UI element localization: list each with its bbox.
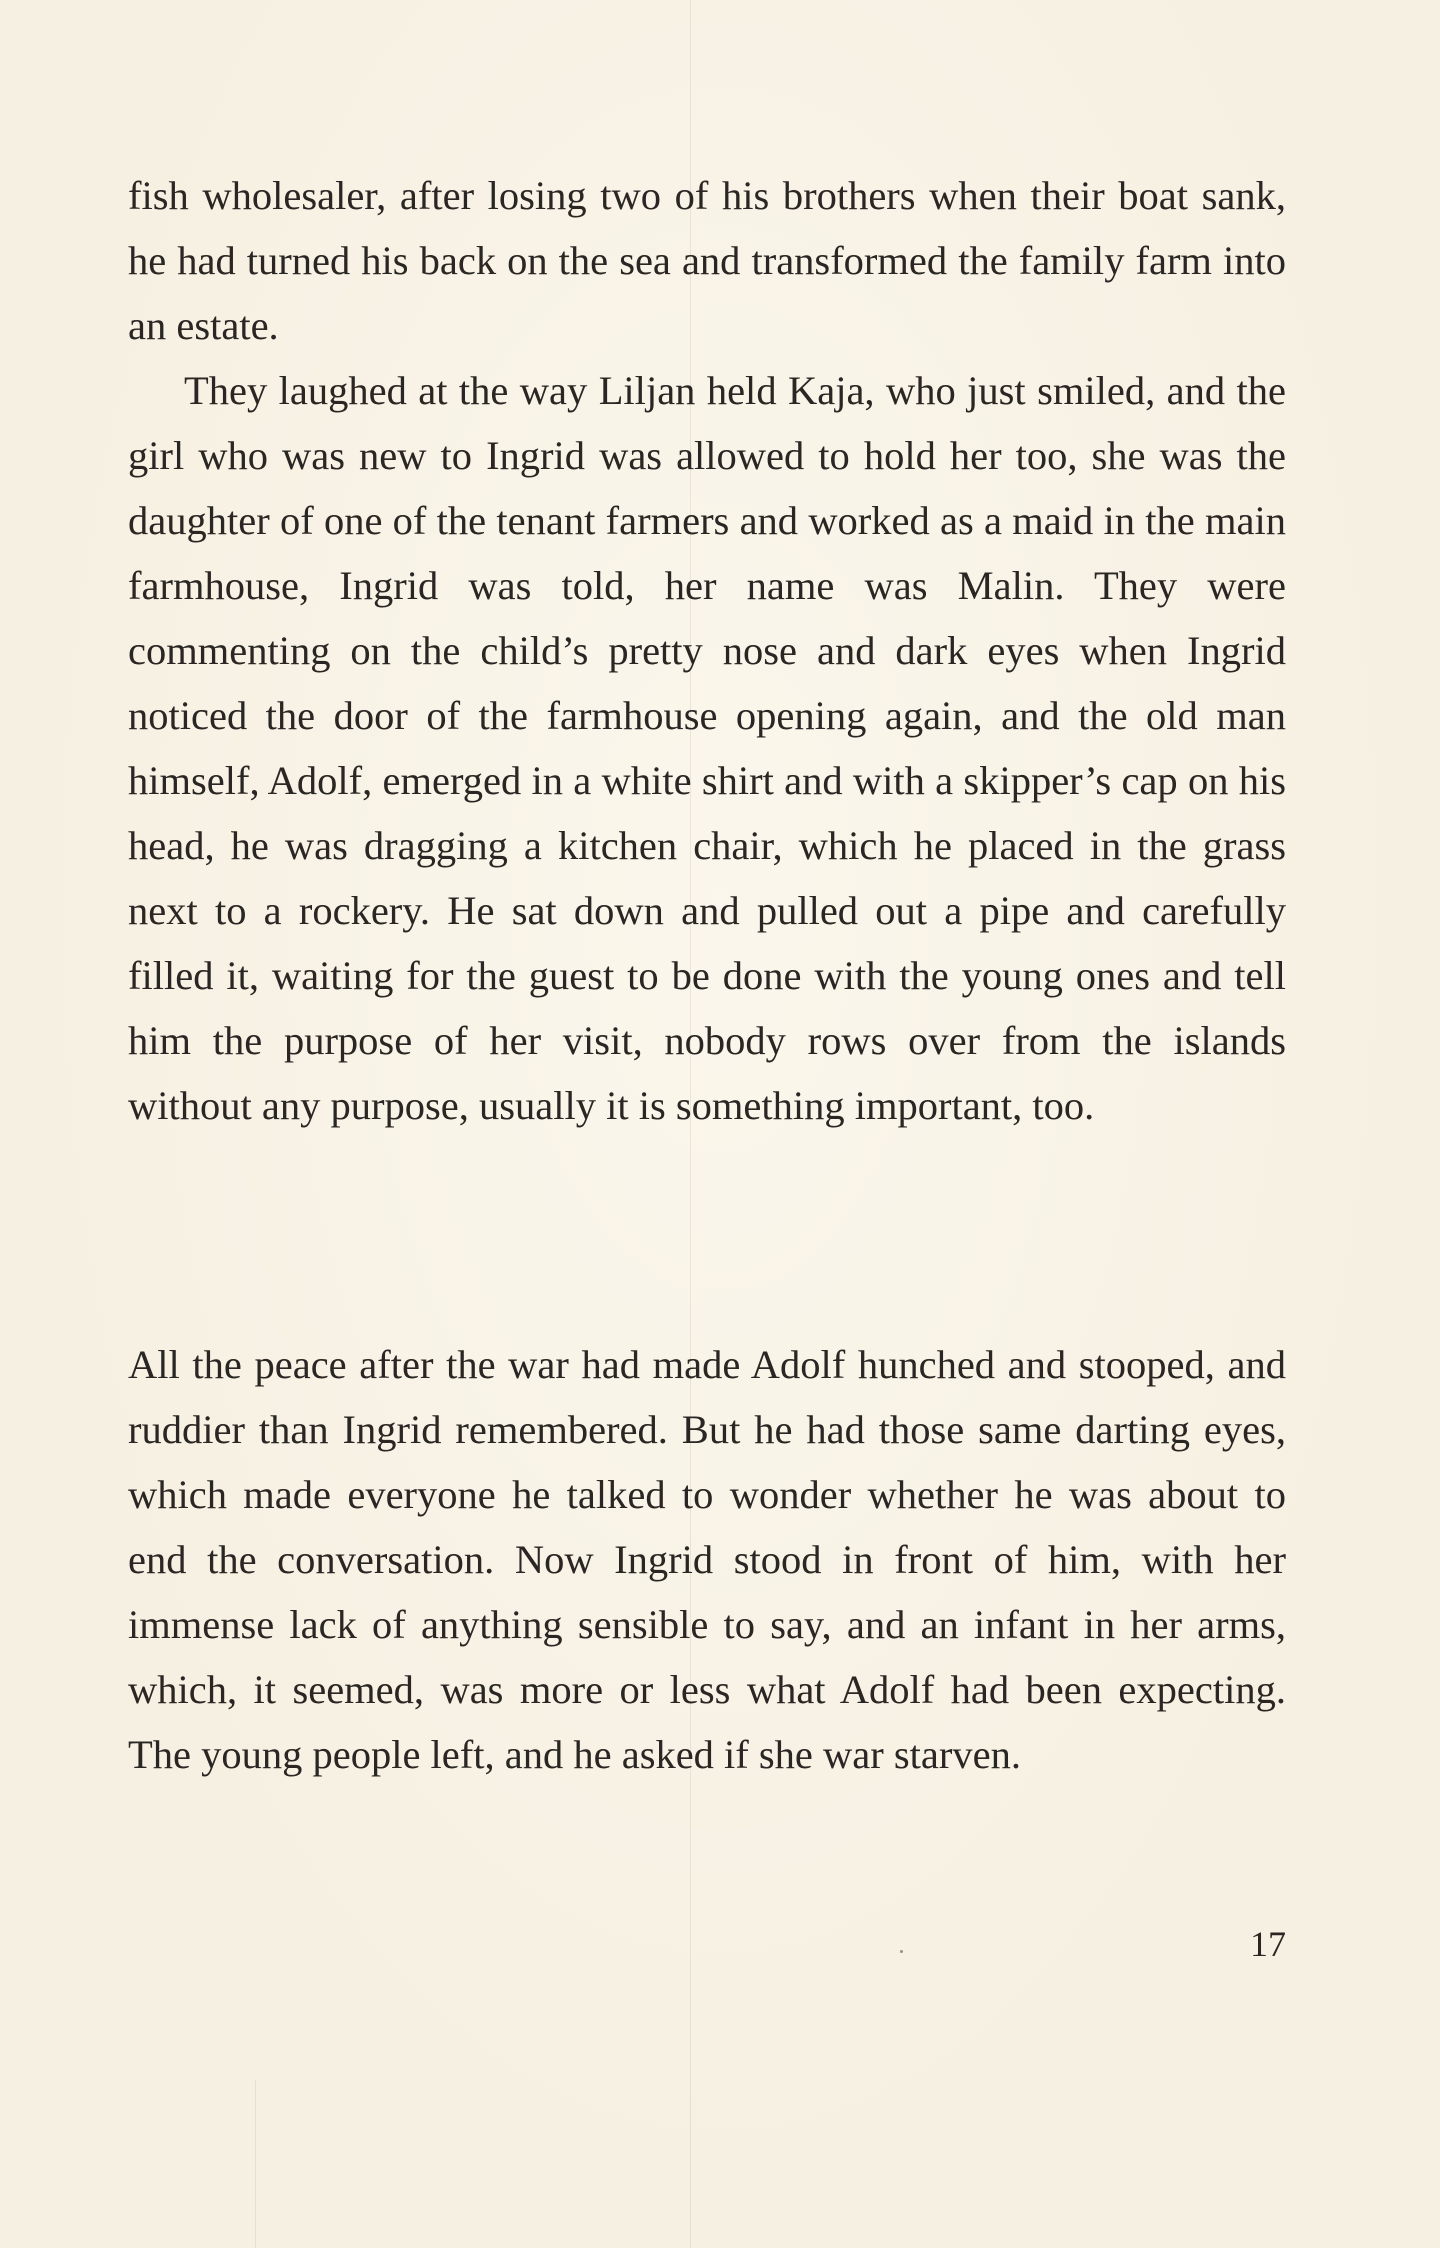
paragraph: fish wholesaler, after losing two of his brothers when their boat sank, he had turned his back on the sea and transformed the family farm into an estate.: [128, 173, 1286, 348]
text-section-1: [128, 163, 1286, 1138]
paragraph: They laughed at the way Liljan held Kaja, who just smiled, and the girl who was new to Ingrid was allowed to hold her too, she was the daughter of one of the tenant farmers and worked as a maid in the main farmhouse, Ingrid was told, her name was Malin. They were commenting on the child’s pretty nose and dark eyes when Ingrid noticed the door of the farmhouse opening again, and the old man himself, Adolf, emerged in a white shirt and with a skipper’s cap on his head, he was dragging a kitchen chair, which he placed in the grass next to a rockery. He sat down and pulled out a pipe and carefully filled it, waiting for the guest to be done with the young ones and tell him the purpose of her visit, nobody rows over from the islands without any purpose, usually it is something important, too.: [128, 368, 1286, 1128]
text-section-2: [128, 1332, 1286, 1787]
page-number: 17: [1250, 1924, 1286, 1964]
paragraph: All the peace after the war had made Adolf hunched and stooped, and ruddier than Ingrid remembered. But he had those same darting eyes, which made everyone he talked to wonder whether he was about to end the conversation. Now Ingrid stood in front of him, with her immense lack of anything sensible to say, and an infant in her arms, which, it seemed, was more or less what Adolf had been expecting. The young people left, and he asked if she war starven.: [128, 1342, 1286, 1777]
page-crease: [255, 2080, 256, 2248]
speck-mark: [900, 1950, 903, 1953]
